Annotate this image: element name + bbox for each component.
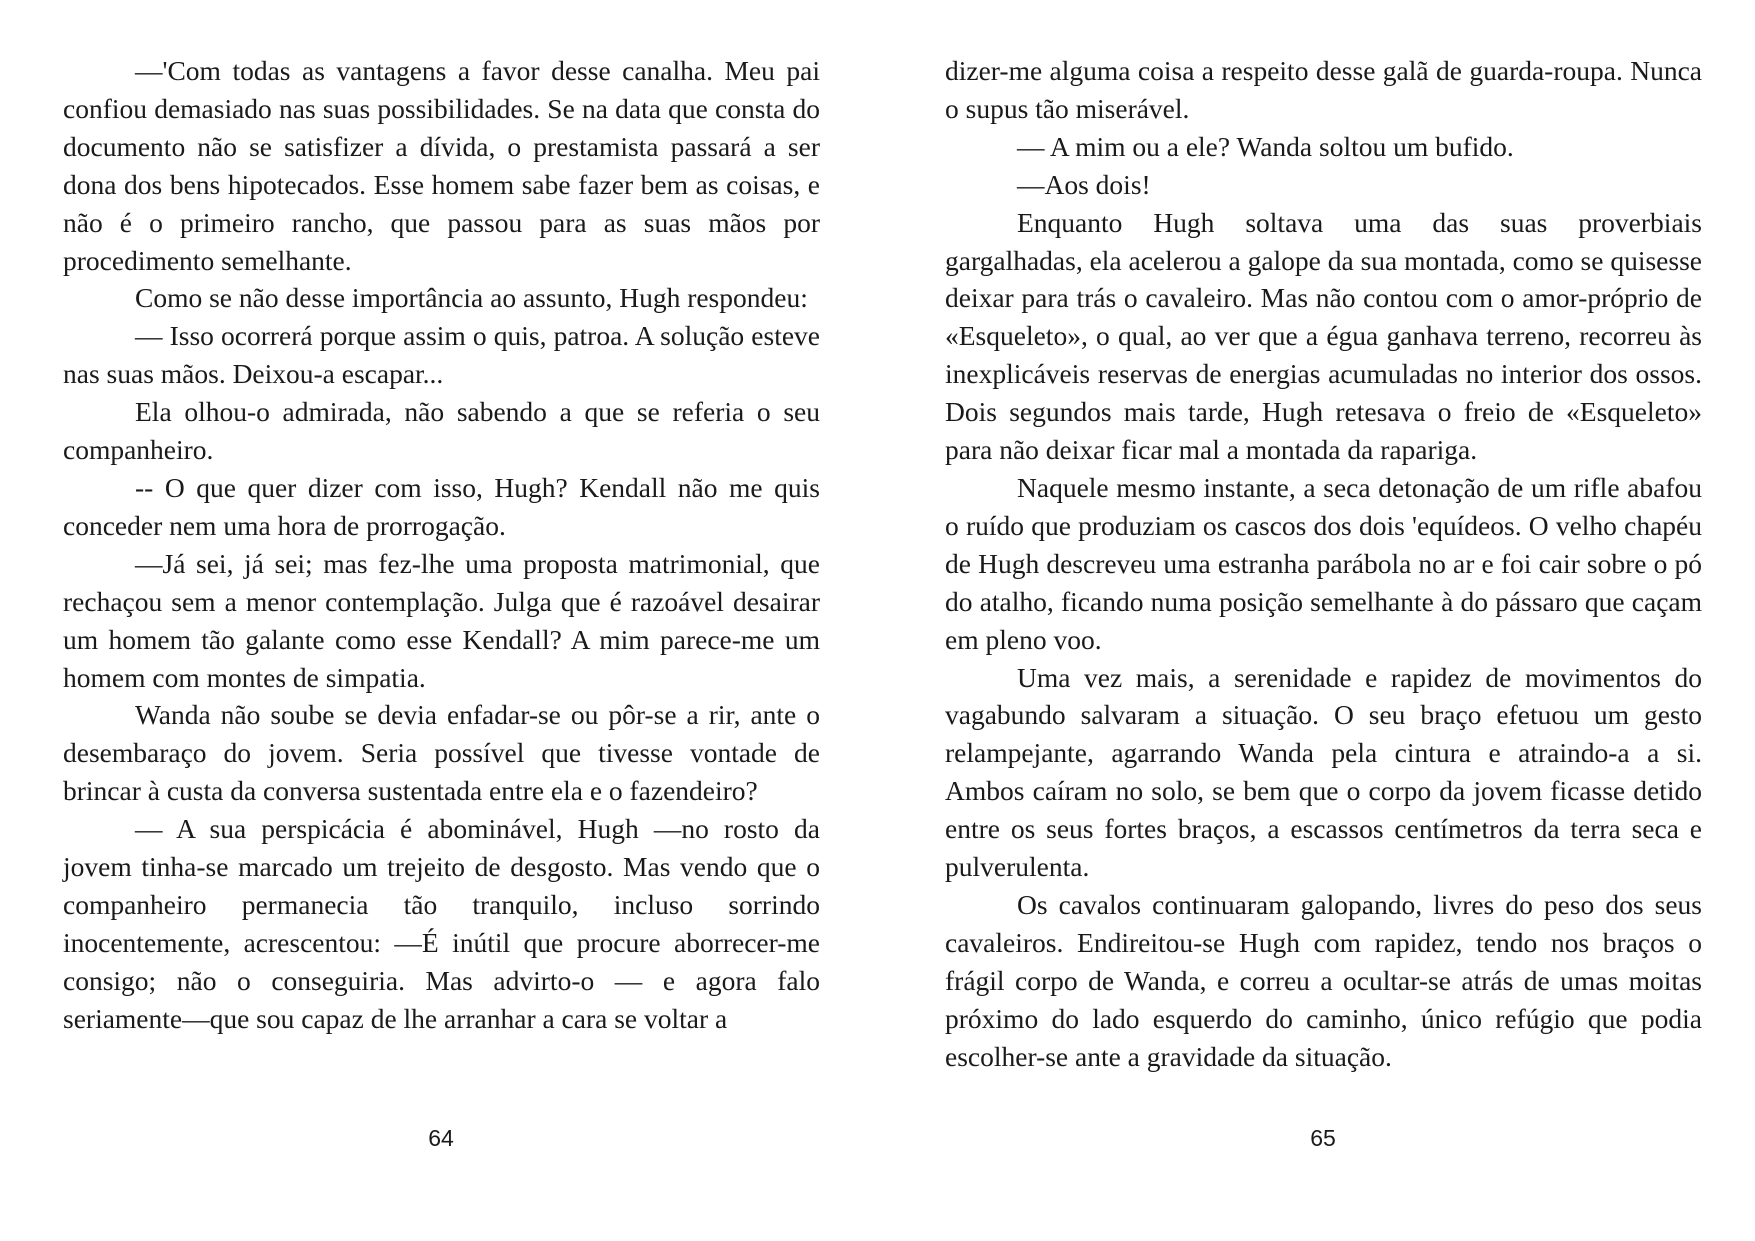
paragraph-continued: dizer-me alguma coisa a respeito desse galã de guarda-roupa. Nunca o supus tão miserável.	[945, 55, 1702, 124]
paragraph: -- O que quer dizer com isso, Hugh? Kendall não me quis conceder nem uma hora de prorrogação.	[63, 471, 820, 541]
paragraph: —'Com todas as vantagens a favor desse canalha. Meu pai confiou demasiado nas suas possibilidades. Se na data que consta do documento não se satisfizer a dívida, o prestamista passará a ser dona dos bens hipotecados. Esse homem sabe fazer bem as coisas, e não é o primeiro rancho, que passou para as suas mãos por procedimento semelhante.	[63, 55, 820, 276]
paragraph: Ela olhou-o admirada, não sabendo a que se referia o seu companheiro.	[63, 396, 820, 466]
paragraph: Os cavalos continuaram galopando, livres do peso dos seus cavaleiros. Endireitou-se Hugh com rapidez, tendo nos braços o frágil corpo de Wanda, e correu a ocultar-se atrás de umas moitas próximo do lado esquerdo do caminho, único refúgio que podia escolher-se ante a gravidade da situação.	[945, 888, 1702, 1072]
paragraph: Wanda não soube se devia enfadar-se ou pôr-se a rir, ante o desembaraço do jovem. Seria possível que tivesse vontade de brincar à custa da conversa sustentada entre ela e o fazendeiro?	[63, 699, 820, 807]
paragraph: — A mim ou a ele? Wanda soltou um bufido.	[1017, 130, 1514, 162]
paragraph: Enquanto Hugh soltava uma das suas proverbiais gargalhadas, ela acelerou a galope da sua montada, como se quisesse deixar para trás o cavaleiro. Mas não contou com o amor-próprio de «Esqueleto», o qual, ao ver que a égua ganhava terreno, recorreu às inexplicáveis reservas de energias acumuladas no interior dos ossos. Dois segundos mais tarde, Hugh retesava o freio de «Esqueleto» para não deixar ficar mal a montada da rapariga.	[945, 206, 1702, 466]
paragraph: —Já sei, já sei; mas fez-lhe uma proposta matrimonial, que rechaçou sem a menor contemplação. Julga que é razoável desairar um homem tão galante como esse Kendall? A mim parece-me um homem com montes de simpatia.	[63, 547, 820, 693]
left-page	[63, 52, 820, 1038]
paragraph: — Isso ocorrerá porque assim o quis, patroa. A solução esteve nas suas mãos. Deixou-a escapar...	[63, 320, 820, 390]
right-page	[945, 52, 1702, 1075]
paragraph: —Aos dois!	[1017, 168, 1151, 200]
page-number-left: 64	[428, 1125, 454, 1151]
page-number-right: 65	[1310, 1125, 1336, 1151]
paragraph: Uma vez mais, a serenidade e rapidez de movimentos do vagabundo salvaram a situação. O seu braço efetuou um gesto relampejante, agarrando Wanda pela cintura e atraindo-a a si. Ambos caíram no solo, se bem que o corpo da jovem ficasse detido entre os seus fortes braços, a escassos centímetros da terra seca e pulverulenta.	[945, 661, 1702, 883]
paragraph: Naquele mesmo instante, a seca detonação de um rifle abafou o ruído que produziam os cascos dos dois 'equídeos. O velho chapéu de Hugh descreveu uma estranha parábola no ar e foi cair sobre o pó do atalho, ficando numa posição semelhante à do pássaro que caçam em pleno voo.	[945, 471, 1702, 655]
paragraph: Como se não desse importância ao assunto, Hugh respondeu:	[135, 282, 808, 314]
paragraph: — A sua perspicácia é abominável, Hugh —no rosto da jovem tinha-se marcado um trejeito de desgosto. Mas vendo que o companheiro permanecia tão tranquilo, incluso sorrindo inocentemente, acrescentou: —É inútil que procure aborrecer-me consigo; não o conseguiria. Mas advirto-o — e agora falo seriamente—que sou capaz de lhe arranhar a cara se voltar a	[63, 813, 820, 1034]
